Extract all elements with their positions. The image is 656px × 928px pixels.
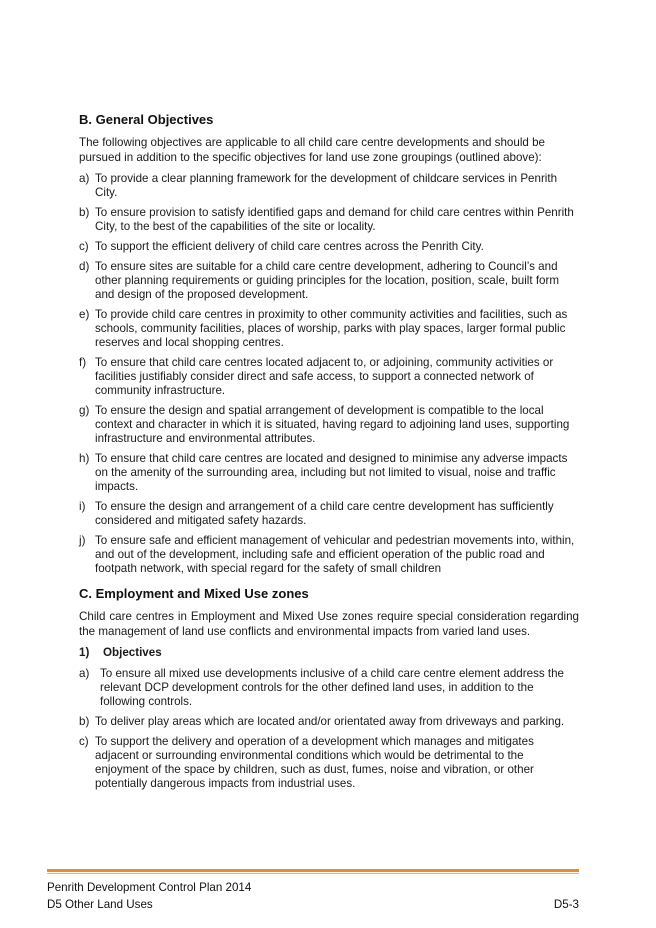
list-item-label: b) [79,715,90,728]
footer-section: D5 Other Land Uses [47,898,153,911]
list-item [79,404,579,446]
objectives-subheading [79,646,579,659]
list-item [79,260,579,302]
list-item-text: To provide child care centres in proximity to other community activities and facilities, such as schools, community facilities, places of worship, parks with play spaces, larger formal public reserves and local shopping centres. [95,308,568,349]
list-item-label: e) [79,308,90,321]
list-item-text: To support the delivery and operation of a development which manages and mitigates adjacent or surrounding environmental conditions which would be detrimental to the enjoyment of the space by children, such as dust, fumes, noise and vibration, or other potentially dangerous impacts from industrial uses. [95,735,534,790]
list-item-text: To ensure safe and efficient management of vehicular and pedestrian movements into, within, and out of the development, including safe and efficient operation of the public road and footpath network, with special regard for the safety of small children [95,534,575,575]
list-item [79,172,579,200]
list-item-label: j) [79,534,86,547]
list-item [79,735,579,791]
list-item [79,500,579,528]
section-c-intro: Child care centres in Employment and Mixed Use zones require special consideration regarding the management of land use conflicts and environmental impacts from varied land uses. [79,610,579,638]
list-item-label: f) [79,356,87,369]
list-item [79,452,579,494]
list-item-label: i) [79,500,86,513]
list-item [79,667,579,709]
list-item-label: c) [79,240,89,253]
list-item-label: a) [79,667,90,680]
list-item-text: To ensure the design and spatial arrangement of development is compatible to the local context and character in which it is situated, having regard to adjoining land uses, supporting infrastructure and environmental attributes. [95,404,570,445]
list-item [79,308,579,350]
footer-rule-shadow [47,873,579,874]
list-item-text: To ensure the design and arrangement of a child care centre development has sufficiently considered and mitigated safety hazards. [95,500,554,527]
list-item [79,240,579,254]
section-b-list [79,172,579,576]
list-item-text: To support the efficient delivery of child care centres across the Penrith City. [95,240,484,253]
section-c-heading: C. Employment and Mixed Use zones [79,586,309,601]
list-item-label: d) [79,260,90,273]
footer-title: Penrith Development Control Plan 2014 [47,881,252,894]
section-c-list [79,667,579,791]
list-item-label: g) [79,404,90,417]
list-item-label: c) [79,735,89,748]
subheading-number: 1) [79,646,90,659]
page-number: D5-3 [553,898,579,911]
list-item [79,534,579,576]
footer-rule [47,869,579,872]
section-b-heading: B. General Objectives [79,112,214,127]
list-item-text: To ensure provision to satisfy identified gaps and demand for child care centres within Penrith City, to the best of the capabilities of the site or locality. [95,206,574,233]
list-item [79,715,579,729]
section-c [79,586,579,791]
list-item [79,206,579,234]
list-item-label: b) [79,206,90,219]
subheading-text: Objectives [103,646,162,659]
list-item-text: To ensure that child care centres are located and designed to minimise any adverse impacts on the amenity of the surrounding area, including but not limited to visual, noise and traffic impacts. [95,452,568,493]
list-item-text: To ensure that child care centres located adjacent to, or adjoining, community activities or facilities justifiably consider direct and safe access, to support a connected network of community infrastructure. [95,356,554,397]
list-item-text: To ensure all mixed use developments inclusive of a child care centre element address the relevant DCP development controls for the other defined land uses, in addition to the following controls. [100,667,564,708]
list-item-label: h) [79,452,90,465]
section-b-intro: The following objectives are applicable to all child care centre developments and should be pursued in addition to the specific objectives for land use zone groupings (outlined above): [79,136,545,164]
list-item-text: To deliver play areas which are located and/or orientated away from driveways and parking. [95,715,565,728]
list-item [79,356,579,398]
list-item-text: To provide a clear planning framework for the development of childcare services in Penrith City. [95,172,558,199]
list-item-label: a) [79,172,90,185]
footer-line [47,898,579,911]
page-content [79,112,579,797]
list-item-text: To ensure sites are suitable for a child care centre development, adhering to Council’s and other planning requirements or guiding principles for the location, position, scale, built form and design of the proposed development. [95,260,560,301]
